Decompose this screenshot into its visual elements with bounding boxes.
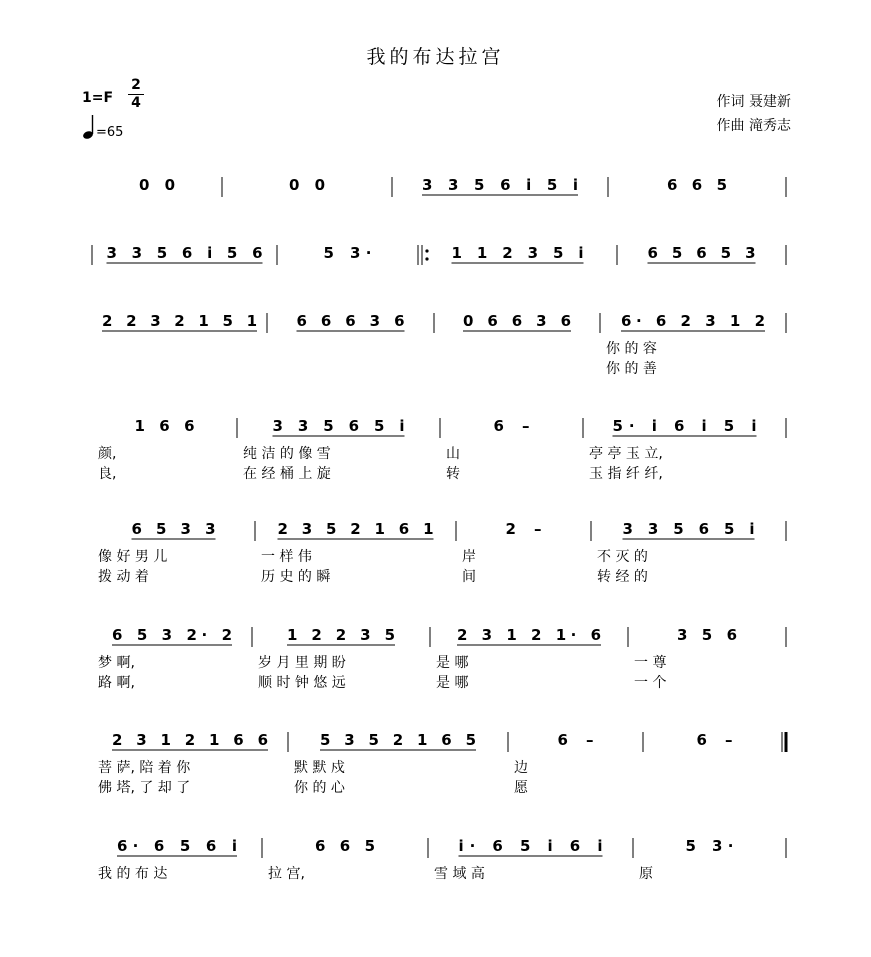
measure-notes: 5 3· [685,837,734,855]
lyric-text: 菩 萨, 陪 着 你 [98,760,191,776]
measure-notes: 1 6 6 [134,417,195,435]
lyric-text: 一 尊 [634,655,667,671]
repeat-dot [425,257,428,260]
lyric-text: 转 经 的 [597,569,648,585]
measure-notes: 3 3 5 6 5 i [622,520,755,538]
measure-notes: 6 6 6 3 6 [296,312,405,330]
lyric-text: 不 灭 的 [597,549,648,565]
measure-notes: 6 5 3 3 [131,520,216,538]
lyric-text: 我 的 布 达 [98,866,168,882]
lyric-text: 亭 亭 玉 立, [589,446,663,462]
measure-notes: 1 2 2 3 5 [287,626,395,644]
measure-notes: 3 3 5 6 5 i [272,417,405,435]
lyric-text: 梦 啊, [98,655,135,671]
lyric-text: 岸 [462,549,476,565]
measure-notes: 3 3 5 6 i 5 6 [106,244,263,262]
lyric-text: 岁 月 里 期 盼 [258,655,346,671]
measure-notes: 0 6 6 3 6 [463,312,571,330]
lyric-text: 你 的 善 [606,361,657,377]
key-signature: 1=F [82,90,114,106]
measure-notes: 6· 6 2 3 1 2 [621,312,765,330]
measure-notes: 1 1 2 3 5 i [451,244,584,262]
lyric-text: 间 [462,569,476,585]
measure-notes: 2 – [505,520,542,538]
lyric-text: 在 经 桶 上 旋 [243,466,331,482]
measure-notes: i· 6 5 i 6 i [458,837,603,855]
measure-notes: 5 3 5 2 1 6 5 [320,731,476,749]
lyric-text: 佛 塔, 了 却 了 [98,780,191,796]
measure-notes: 3 3 5 6 i 5 i [422,176,578,194]
lyric-text: 拉 宫, [268,866,305,882]
measure-notes: 2 2 3 2 1 5 1 [102,312,257,330]
lyric-text: 边 [514,760,528,776]
meter-denominator: 4 [131,95,141,111]
lyric-text: 愿 [514,780,528,796]
lyric-text: 颜, [98,446,117,462]
lyric-text: 路 啊, [98,675,135,691]
lyric-text: 你 的 心 [294,780,345,796]
lyric-text: 山 [446,446,460,462]
page-title: 我的布达拉宫 [366,46,505,68]
lyric-text: 你 的 容 [606,341,657,357]
measure-notes: 6 5 3 2· 2 [112,626,232,644]
measure-notes: 3 5 6 [677,626,737,644]
lyric-text: 拨 动 着 [98,569,149,585]
measure-notes: 6 – [696,731,733,749]
measure-notes: 2 3 1 2 1 6 6 [112,731,268,749]
tempo-value: =65 [96,125,124,140]
repeat-dot [425,249,428,252]
lyric-text: 原 [639,866,653,882]
measure-notes: 6 6 5 [667,176,727,194]
lyric-text: 纯 洁 的 像 雪 [243,446,331,462]
lyric-text: 顺 时 钟 悠 远 [258,675,346,691]
lyric-text: 良, [98,466,117,482]
measure-notes: 2 3 1 2 1· 6 [457,626,601,644]
lyric-text: 历 史 的 瞬 [261,569,331,585]
measure-notes: 0 0 [289,176,325,194]
lyric-text: 转 [446,466,460,482]
measure-notes: 6 5 6 5 3 [647,244,756,262]
lyric-text: 玉 指 纤 纤, [589,466,663,482]
measure-notes: 6 – [557,731,594,749]
measure-notes: 0 0 [139,176,175,194]
lyric-text: 一 样 伟 [261,549,312,565]
measure-notes: 5 3· [323,244,372,262]
measure-notes: 6· 6 5 6 i [117,837,237,855]
measure-notes: 5· i 6 i 5 i [612,417,757,435]
measure-notes: 6 – [493,417,530,435]
lyric-text: 是 哪 [436,655,469,671]
measure-notes: 6 6 5 [315,837,375,855]
lyric-text: 雪 域 高 [434,866,485,882]
lyric-text: 一 个 [634,675,667,691]
composer-credit: 作曲 滝秀志 [716,118,791,134]
lyric-text: 默 默 戍 [294,760,345,776]
lyric-text: 像 好 男 儿 [98,549,168,565]
lyricist-credit: 作词 聂建新 [716,94,791,110]
lyric-text: 是 哪 [436,675,469,691]
meter-numerator: 2 [131,77,141,93]
measure-notes: 2 3 5 2 1 6 1 [277,520,434,538]
